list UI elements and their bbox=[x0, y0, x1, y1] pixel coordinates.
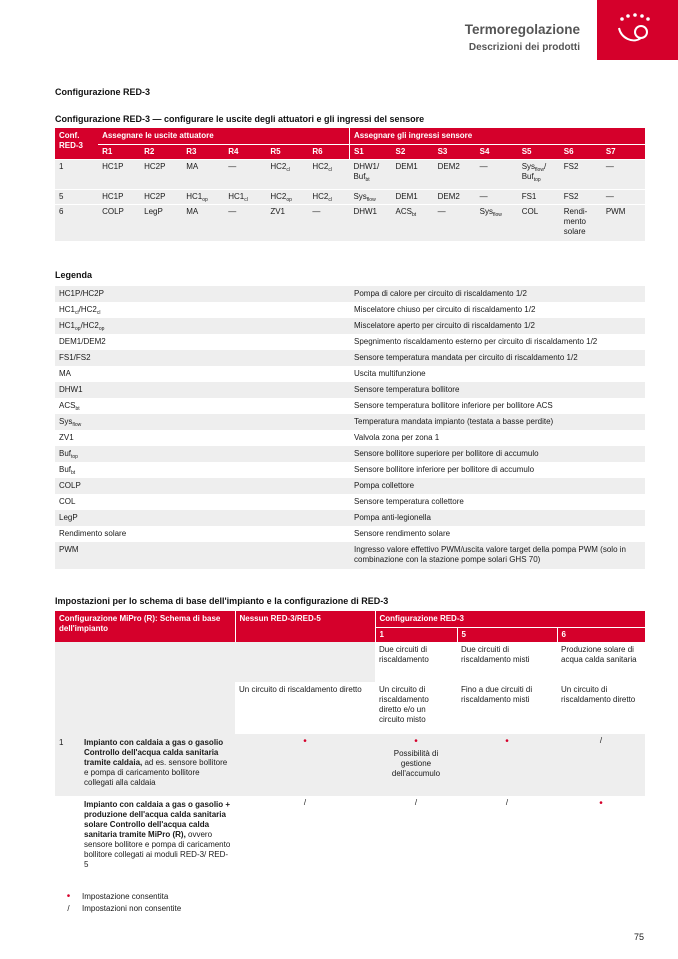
footnotes bbox=[55, 891, 181, 915]
legend-desc: Sensore rendimento solare bbox=[354, 529, 451, 538]
table2-title: Impostazioni per lo schema di base dell'impianto e la configurazione di RED-3 bbox=[55, 596, 389, 606]
h-sub-5: 5 bbox=[457, 628, 557, 643]
col-header-r2: R2 bbox=[140, 145, 182, 160]
legend-desc: Sensore bollitore inferiore per bollitore di accumulo bbox=[354, 465, 535, 474]
table-row bbox=[55, 205, 645, 241]
table-cell: — bbox=[228, 207, 237, 216]
table-cell: $HC2_{cl}$ bbox=[270, 162, 290, 173]
legend-row bbox=[55, 302, 645, 318]
plant1-note: Possibilità di gestione dell'accumulo bbox=[391, 748, 441, 778]
legend-desc: Pompa collettore bbox=[354, 481, 415, 490]
legend-row bbox=[55, 494, 645, 510]
legend-row bbox=[55, 526, 645, 542]
legend-desc: Ingresso valore effettivo PWM/uscita valore target della pompa PWM (solo in combinazione con la stazione pompe solari GHS 70) bbox=[354, 545, 626, 564]
table-cell: $HC2_{op}$ bbox=[270, 192, 292, 203]
legend-code: Sys$_{flow}$ bbox=[59, 417, 82, 428]
table-cell: DEM1 bbox=[395, 192, 418, 201]
legend-desc: Pompa di calore per circuito di riscaldamento 1/2 bbox=[354, 289, 527, 298]
table-cell: Sys$_{flow}$ bbox=[479, 207, 502, 218]
table-cell: HC1P bbox=[102, 162, 124, 171]
table-cell: — bbox=[228, 162, 237, 171]
table-cell: — bbox=[479, 192, 488, 201]
legend-code: MA bbox=[59, 369, 71, 378]
table-cell: — bbox=[605, 192, 614, 201]
row-b-5: Fino a due circuiti di riscaldamento misti bbox=[461, 685, 533, 704]
row-b-none: Un circuito di riscaldamento diretto bbox=[239, 685, 362, 694]
legend-desc: Sensore bollitore superiore per bollitore di accumulo bbox=[354, 449, 539, 458]
table-cell: $HC2_{cl}$ bbox=[312, 192, 333, 203]
config-table bbox=[55, 128, 645, 241]
conf-cell: 6 bbox=[59, 207, 64, 216]
table-cell: DHW1/ Buf$_{bt}$ bbox=[353, 162, 380, 183]
table-cell: HC2P bbox=[144, 162, 166, 171]
group-outputs-header: Assegnare le uscite attuatore bbox=[98, 128, 349, 145]
footnote-text: Impostazioni non consentite bbox=[82, 904, 182, 913]
conf-header: Conf. RED-3 bbox=[55, 128, 98, 160]
footnote-symbol: / bbox=[67, 904, 70, 913]
legend-code: HC1P/HC2P bbox=[59, 289, 104, 298]
h-config-red3: Configurazione RED-3 bbox=[375, 611, 645, 628]
table-cell: ZV1 bbox=[270, 207, 285, 216]
legend-code: PWM bbox=[59, 545, 79, 554]
empty-cell bbox=[235, 642, 375, 682]
legend-row bbox=[55, 430, 645, 446]
col-header-s6: S6 bbox=[560, 145, 602, 160]
legend-code: LegP bbox=[59, 513, 78, 522]
legend-code: $HC1_{cl}/HC2_{cl}$ bbox=[59, 305, 101, 316]
table-cell: MA bbox=[186, 162, 199, 171]
col-header-r5: R5 bbox=[266, 145, 308, 160]
legend-row bbox=[55, 286, 645, 302]
table-cell: Sys$_{flow}$/ Buf$_{top}$ bbox=[521, 162, 547, 183]
legend-table bbox=[55, 286, 645, 569]
legend-row bbox=[55, 382, 645, 398]
legend-row bbox=[55, 414, 645, 430]
legend-desc: Sensore temperatura bollitore bbox=[354, 385, 460, 394]
table-cell: MA bbox=[186, 207, 199, 216]
legend-row bbox=[55, 462, 645, 478]
table-cell: — bbox=[479, 162, 488, 171]
col-header-r3: R3 bbox=[182, 145, 224, 160]
legend-code: Buf$_{top}$ bbox=[59, 449, 78, 460]
table-cell: FS2 bbox=[563, 162, 579, 171]
conf-cell: 5 bbox=[59, 192, 64, 201]
table-cell: HC2P bbox=[144, 192, 166, 201]
page-header bbox=[465, 22, 580, 54]
row-a-1: Due circuiti di riscaldamento bbox=[379, 645, 429, 664]
col-header-r4: R4 bbox=[224, 145, 266, 160]
table-cell: PWM bbox=[605, 207, 626, 216]
table-cell: DEM2 bbox=[437, 162, 460, 171]
legend-desc: Sensore temperatura mandata per circuito di riscaldamento 1/2 bbox=[354, 353, 578, 362]
legend-row bbox=[55, 398, 645, 414]
plant1-rest: ad es. sensore bollitore e pompa di caricamento bollitore collegati alla caldaia bbox=[84, 758, 228, 787]
plant2-mark-6: • bbox=[599, 798, 603, 809]
legend-code: Buf$_{bt}$ bbox=[59, 465, 76, 476]
plant2-mark-5: / bbox=[505, 798, 509, 807]
table-cell: — bbox=[605, 162, 614, 171]
section-title-config: Configurazione RED-3 bbox=[55, 87, 151, 97]
plant1-mark-1: • bbox=[414, 736, 418, 747]
table-row bbox=[55, 160, 645, 190]
empty-cell bbox=[55, 642, 235, 734]
legend-row bbox=[55, 478, 645, 494]
footnote-symbol: • bbox=[66, 890, 71, 902]
settings-table bbox=[55, 611, 645, 889]
legend-code: ZV1 bbox=[59, 433, 74, 442]
page-number: 75 bbox=[633, 932, 644, 942]
col-header-s7: S7 bbox=[602, 145, 645, 160]
legend-code: FS1/FS2 bbox=[59, 353, 91, 362]
legend-row bbox=[55, 510, 645, 526]
legend-desc: Miscelatore chiuso per circuito di riscaldamento 1/2 bbox=[354, 305, 536, 314]
table-cell: DHW1 bbox=[353, 207, 378, 216]
legend-code: $HC1_{op}/HC2_{op}$ bbox=[59, 321, 105, 332]
table-cell: — bbox=[312, 207, 321, 216]
legend-title: Legenda bbox=[55, 270, 93, 280]
table-cell: — bbox=[437, 207, 446, 216]
plant1-mark-6: / bbox=[599, 736, 603, 745]
table-cell: DEM1 bbox=[395, 162, 418, 171]
h-sub-1: 1 bbox=[375, 628, 457, 643]
plant1-num: 1 bbox=[59, 738, 64, 747]
header-subtitle: Descrizioni dei prodotti bbox=[468, 41, 580, 53]
legend-code: COL bbox=[59, 497, 76, 506]
legend-desc: Valvola zona per zona 1 bbox=[354, 433, 440, 442]
col-header-r6: R6 bbox=[308, 145, 349, 160]
plant1-mark-5: • bbox=[505, 736, 509, 747]
legend-desc: Temperatura mandata impianto (testata a basse perdite) bbox=[354, 417, 554, 426]
table-cell: Sys$_{flow}$ bbox=[353, 192, 376, 203]
header-title: Termoregolazione bbox=[464, 22, 580, 37]
table-cell: $HC1_{op}$ bbox=[186, 192, 208, 203]
legend-desc: Miscelatore aperto per circuito di riscaldamento 1/2 bbox=[354, 321, 535, 330]
table-cell: Rendi- mento solare bbox=[563, 207, 588, 236]
legend-code: COLP bbox=[59, 481, 81, 490]
group-inputs-header: Assegnare gli ingressi sensore bbox=[349, 128, 645, 145]
plant1-bold: Impianto con caldaia a gas o gasolio Controllo dell'acqua calda sanitaria tramite caldaia, bbox=[84, 738, 224, 767]
table-cell: HC1P bbox=[102, 192, 124, 201]
plant2-mark-none: / bbox=[303, 798, 307, 807]
legend-row bbox=[55, 446, 645, 462]
table-cell: FS1 bbox=[521, 192, 537, 201]
col-header-s5: S5 bbox=[518, 145, 560, 160]
row-b-1: Un circuito di riscaldamento diretto e/o un circuito misto bbox=[379, 685, 429, 724]
h-no-red: Nessun RED-3/RED-5 bbox=[235, 611, 375, 642]
legend-code: DEM1/DEM2 bbox=[59, 337, 106, 346]
legend-row bbox=[55, 318, 645, 334]
legend-desc: Pompa anti-legionella bbox=[354, 513, 431, 522]
table1-title: Configurazione RED-3 — configurare le uscite degli attuatori e gli ingressi del sensore bbox=[55, 114, 425, 124]
plant2-mark-1: / bbox=[414, 798, 418, 807]
table-cell: DEM2 bbox=[437, 192, 460, 201]
table-cell: FS2 bbox=[563, 192, 579, 201]
table-cell: $HC1_{cl}$ bbox=[228, 192, 248, 203]
plant2-bold: Impianto con caldaia a gas o gasolio + produzione dell'acqua calda sanitaria solare Controllo dell'acqua calda sanitaria tramite MiPro (R), bbox=[84, 800, 231, 839]
h-config-mipro: Configurazione MiPro (R): Schema di base dell'impianto bbox=[55, 611, 235, 642]
heat-regulation-icon bbox=[597, 0, 678, 60]
legend-row bbox=[55, 334, 645, 350]
h-sub-6: 6 bbox=[557, 628, 645, 643]
row-a-5: Due circuiti di riscaldamento misti bbox=[461, 645, 530, 664]
legend-code: DHW1 bbox=[59, 385, 83, 394]
legend-code: Rendimento solare bbox=[59, 529, 127, 538]
legend-desc: Sensore temperatura collettore bbox=[354, 497, 464, 506]
footnote-text: Impostazione consentita bbox=[82, 892, 169, 901]
legend-row bbox=[55, 542, 645, 569]
table-cell: COL bbox=[521, 207, 539, 216]
conf-cell: 1 bbox=[59, 162, 64, 171]
table-cell: $ACS_{bt}$ bbox=[395, 207, 417, 218]
table-cell: COLP bbox=[102, 207, 124, 216]
plant2-rest: ovvero sensore bollitore e pompa di caricamento bollitore collegati ai moduli RED-3/ RED-5 bbox=[84, 830, 231, 869]
col-header-s4: S4 bbox=[476, 145, 518, 160]
legend-desc: Uscita multifunzione bbox=[354, 369, 426, 378]
row-b-6: Un circuito di riscaldamento diretto bbox=[561, 685, 636, 704]
col-header-r1: R1 bbox=[98, 145, 140, 160]
col-header-s2: S2 bbox=[392, 145, 434, 160]
plant1-mark-none: • bbox=[303, 736, 307, 747]
col-header-s1: S1 bbox=[349, 145, 391, 160]
legend-desc: Spegnimento riscaldamento esterno per circuito di riscaldamento 1/2 bbox=[354, 337, 598, 346]
legend-row bbox=[55, 366, 645, 382]
legend-row bbox=[55, 350, 645, 366]
table-cell: LegP bbox=[144, 207, 163, 216]
col-header-s3: S3 bbox=[434, 145, 476, 160]
legend-code: $ACS_{bt}$ bbox=[59, 401, 80, 412]
table-cell: $HC2_{cl}$ bbox=[312, 162, 333, 173]
table-row bbox=[55, 190, 645, 205]
row-a-6: Produzione solare di acqua calda sanitaria bbox=[561, 645, 637, 664]
legend-desc: Sensore temperatura bollitore inferiore per bollitore ACS bbox=[354, 401, 553, 410]
